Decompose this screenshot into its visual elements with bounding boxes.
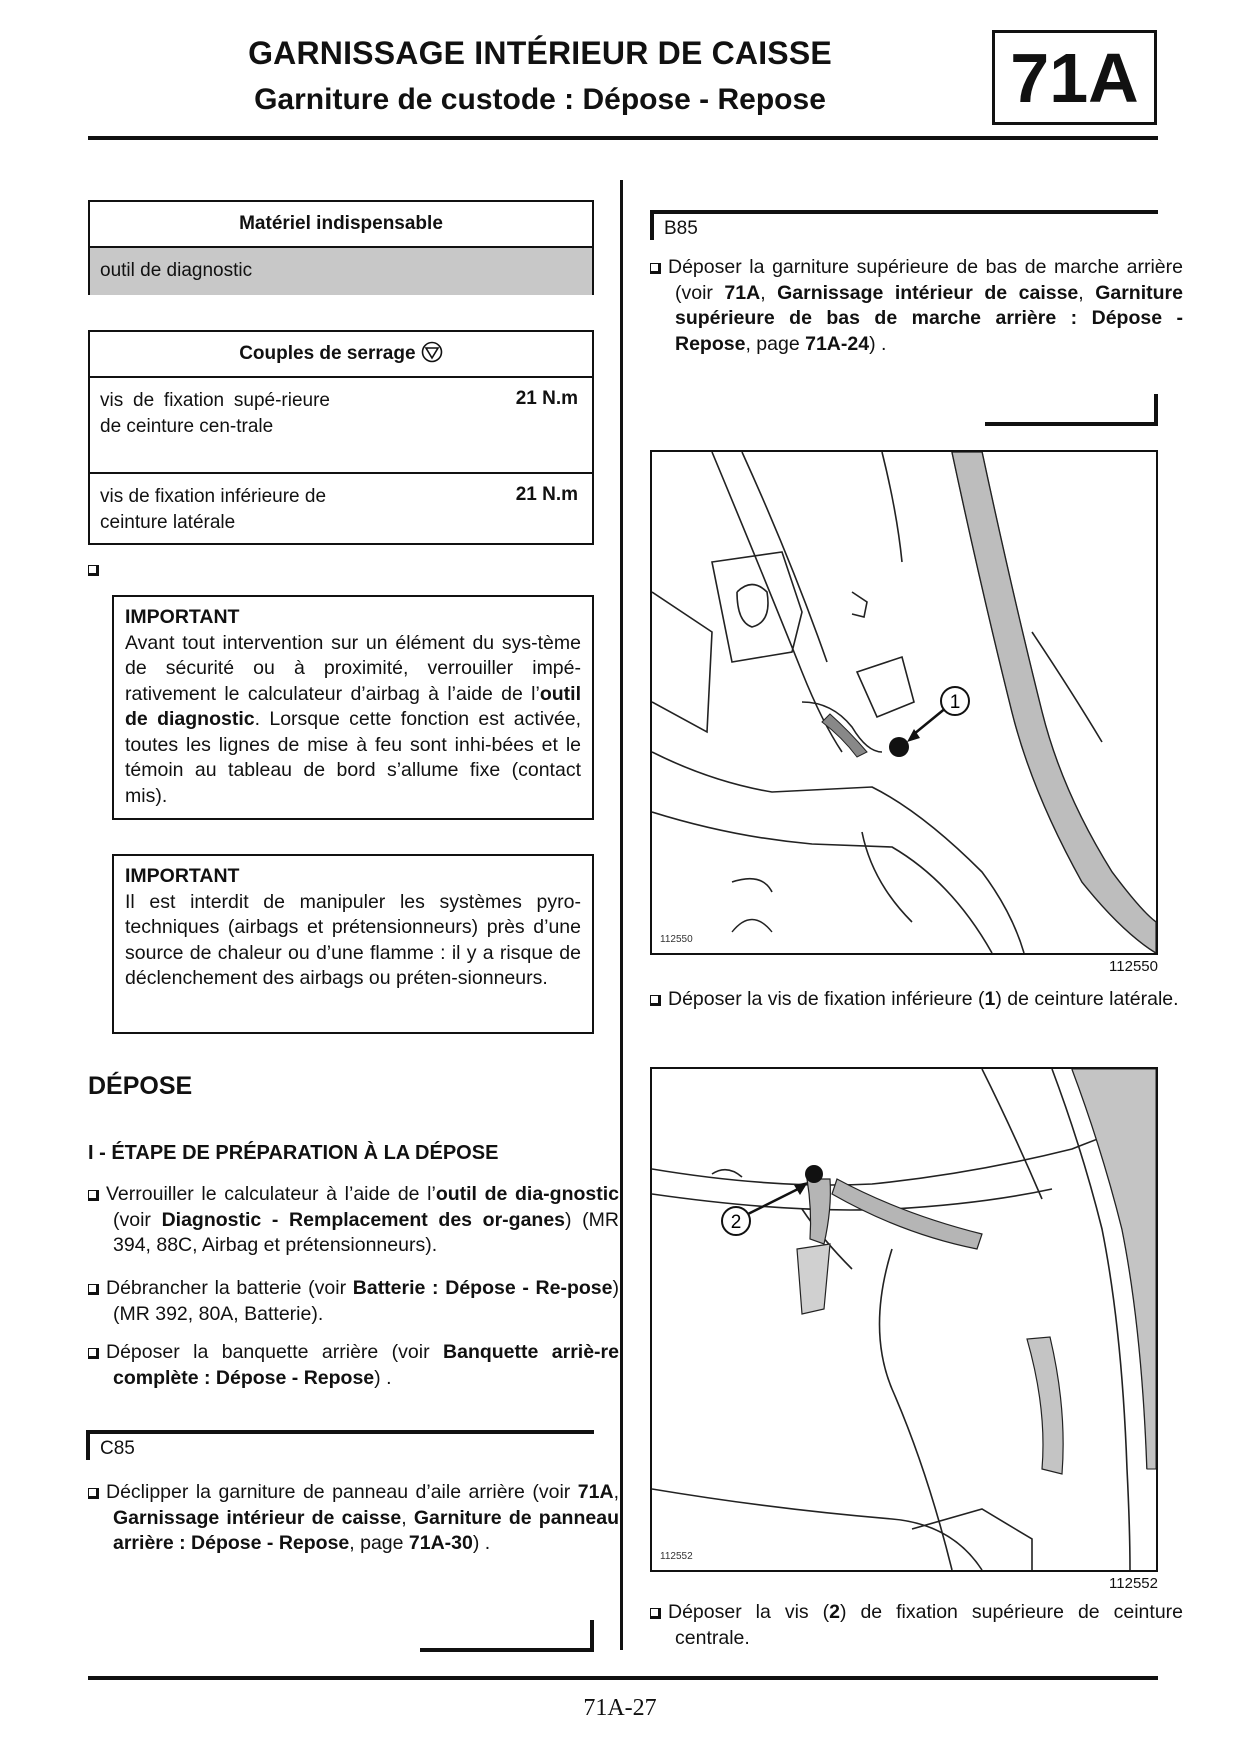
important-text: Il est interdit de manipuler les systèmes pyro-techniques (airbags et prétensionneurs) près d’une source de chaleur ou d’une flamme : il y a risque de déclenchement des airbags ou préten-sionneurs. <box>125 890 581 989</box>
checkbox-icon <box>650 995 661 1006</box>
step-item: Débrancher la batterie (voir Batterie : Dépose - Re-pose) (MR 392, 80A, Batterie). <box>88 1276 619 1327</box>
materiel-table <box>88 200 594 295</box>
figure-callout: 1 <box>949 692 961 713</box>
materiel-heading: Matériel indispensable <box>90 202 592 248</box>
variant-end-marker <box>985 422 1158 426</box>
torque-icon <box>421 341 443 363</box>
checkbox-icon <box>650 263 661 274</box>
chapter-number: 71A <box>1010 38 1139 117</box>
couples-row-label: vis de fixation inférieure de ceinture latérale <box>100 486 327 533</box>
subsection-heading: I - ÉTAPE DE PRÉPARATION À LA DÉPOSE <box>88 1142 499 1164</box>
checkbox-icon <box>88 1348 99 1359</box>
step-item: Déposer la vis (2) de fixation supérieure de ceinture centrale. <box>650 1600 1183 1651</box>
couples-row <box>90 474 592 544</box>
couples-heading <box>90 332 592 378</box>
important-title: IMPORTANT <box>125 865 240 887</box>
checkbox-icon <box>88 562 106 580</box>
checkbox-icon <box>88 1488 99 1499</box>
chapter-badge <box>992 30 1157 125</box>
checkbox-icon <box>88 1190 99 1201</box>
header-rule <box>88 136 1158 140</box>
couples-row <box>90 378 592 474</box>
figure-seatbelt-upper <box>650 1067 1158 1572</box>
figure-inner-ref: 112550 <box>660 934 693 945</box>
section-heading: DÉPOSE <box>88 1072 193 1100</box>
figure-callout: 2 <box>730 1212 742 1233</box>
couples-row-value: 21 N.m <box>515 388 578 409</box>
variant-marker <box>86 1430 594 1460</box>
checkbox-icon <box>650 1608 661 1619</box>
step-item: Déclipper la garniture de panneau d’aile arrière (voir 71A, Garnissage intérieur de caisse, Garniture de panneau arrière : Dépose - Repose, page 71A-30) . <box>88 1480 619 1557</box>
figure-drawing <box>652 452 1156 953</box>
figure-number: 112552 <box>1109 1575 1158 1592</box>
couples-table <box>88 330 594 545</box>
important-notice <box>112 854 594 1034</box>
figure-number: 112550 <box>1109 958 1158 975</box>
column-divider <box>620 180 623 1650</box>
couples-row-label: vis de fixation supé-rieure de ceinture cen-trale <box>100 390 330 437</box>
couples-heading-text: Couples de serrage <box>239 343 416 364</box>
figure-drawing <box>652 1069 1156 1570</box>
page-subtitle: Garniture de custode : Dépose - Repose <box>254 83 826 116</box>
figure-seatbelt-lower <box>650 450 1158 955</box>
footer-rule <box>88 1676 1158 1680</box>
checkbox-icon <box>88 1284 99 1295</box>
important-notice <box>112 595 594 820</box>
figure-inner-ref: 112552 <box>660 1551 693 1562</box>
materiel-item: outil de diagnostic <box>90 248 592 295</box>
step-item: Déposer la banquette arrière (voir Banquette arriè-re complète : Dépose - Repose) . <box>88 1340 619 1391</box>
step-item: Déposer la garniture supérieure de bas de marche arrière (voir 71A, Garnissage intérieur de caisse, Garniture supérieure de bas de marche arrière : Dépose - Repose, page 71A-24) . <box>650 255 1183 357</box>
variant-end-marker <box>590 1620 594 1652</box>
couples-row-value: 21 N.m <box>515 484 578 505</box>
variant-end-marker <box>1154 394 1158 426</box>
page-title: GARNISSAGE INTÉRIEUR DE CAISSE <box>248 35 832 71</box>
page-number: 71A-27 <box>583 1695 657 1721</box>
variant-marker <box>650 210 1158 240</box>
important-title: IMPORTANT <box>125 606 240 628</box>
variant-label: C85 <box>100 1438 135 1459</box>
step-item: Verrouiller le calculateur à l’aide de l’outil de dia-gnostic (voir Diagnostic - Remplacement des or-ganes) (MR 394, 88C, Airbag et prétensionneurs). <box>88 1182 619 1259</box>
important-text: Avant tout intervention sur un élément du sys-tème de sécurité ou à proximité, verrouiller impé-rativement le calculateur d’airbag à l’aide de l’outil de diagnostic. Lorsque cette fonction est activée, toutes les lignes de mise à feu sont inhi-bées et le témoin au tableau de bord s’allume fixe (contact mis). <box>125 631 581 807</box>
variant-label: B85 <box>664 218 698 239</box>
step-item: Déposer la vis de fixation inférieure (1) de ceinture latérale. <box>650 987 1183 1013</box>
variant-end-marker <box>420 1648 594 1652</box>
